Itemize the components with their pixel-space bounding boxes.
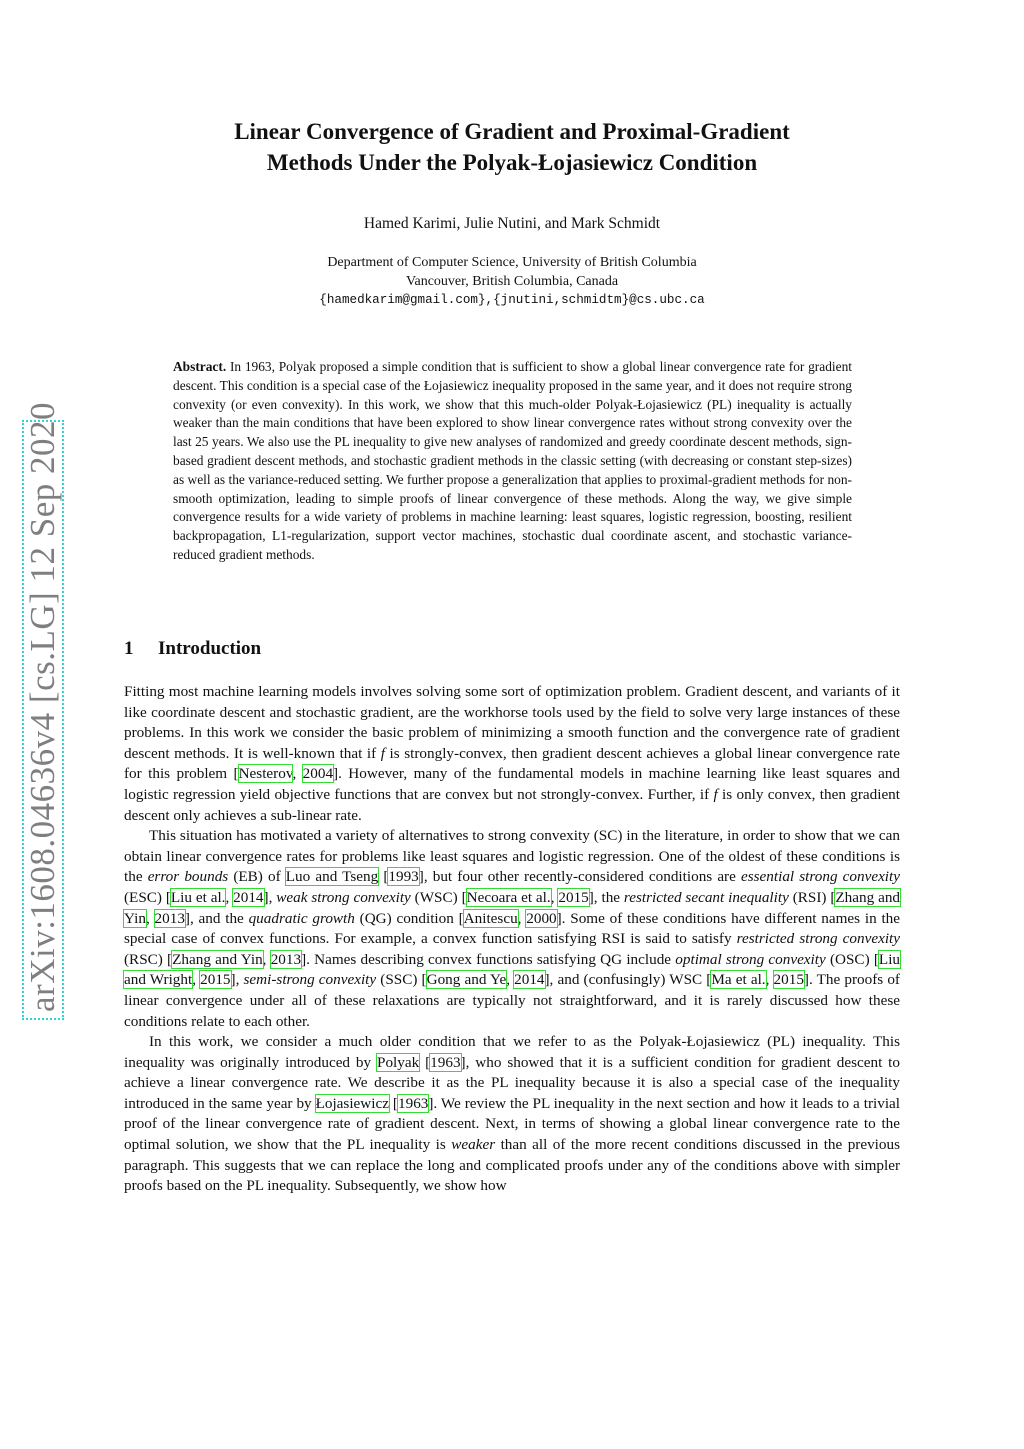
text: ], who showed that it is a sufficient condition for gradient descent to achieve a linear convergence rate. We describe it as the PL inequality because it is also a special case of the inequality introduced in the same year by (124, 1053, 900, 1112)
citation-link[interactable]: Necoara et al. (466, 888, 551, 906)
text: (OSC) [ (825, 950, 879, 968)
affiliation-line-1: Department of Computer Science, University of British Columbia (327, 255, 697, 270)
citation-link[interactable]: Liu and Wright (124, 950, 901, 989)
introduction-body (124, 682, 900, 1197)
text: , (192, 971, 201, 989)
text: (RSC) [ (124, 950, 173, 968)
emphasis: essential strong convexity (741, 868, 900, 886)
citation-link[interactable]: Luo and Tseng (285, 868, 379, 886)
citation-link[interactable]: Gong and Ye (426, 971, 507, 989)
citation-link[interactable]: 1963 (398, 1094, 429, 1112)
emphasis: error bounds (147, 868, 229, 886)
author-emails: {hamedkarim@gmail.com},{jnutini,schmidtm}@cs.ubc.ca (319, 293, 705, 307)
text: (SSC) [ (376, 971, 427, 989)
section-number: 1 (124, 638, 134, 659)
paragraph-3 (124, 1032, 900, 1197)
abstract-label: Abstract. (173, 359, 227, 374)
affiliation (120, 253, 904, 310)
citation-link[interactable]: Łojasiewicz (315, 1094, 389, 1112)
title-line-2: Methods Under the Polyak-Łojasiewicz Condition (266, 150, 758, 175)
citation-link[interactable]: Zhang and Yin (124, 888, 901, 927)
math-f: f (380, 744, 385, 762)
arxiv-stamp: arXiv:1608.04636v4 [cs.LG] 12 Sep 2020 (22, 420, 64, 1020)
text: ], the (588, 888, 624, 906)
text: (EB) of (228, 868, 286, 886)
text: This situation has motivated a variety of alternatives to strong convexity (SC) in the literature, in order to show that we can obtain linear convergence rates for problems like least squares and logistic regression. One of the oldest of these conditions is the (124, 827, 900, 886)
citation-link[interactable]: Nesterov (238, 765, 293, 783)
text: (QG) condition [ (354, 909, 464, 927)
text: [ (388, 1094, 398, 1112)
citation-link[interactable]: Liu et al. (170, 888, 226, 906)
math-f: f (713, 785, 718, 803)
abstract (173, 358, 852, 565)
emphasis: weak strong convexity (276, 888, 411, 906)
citation-link[interactable]: 2013 (270, 950, 302, 968)
text: , (292, 765, 303, 783)
citation-link[interactable]: Anitescu (463, 909, 518, 927)
citation-link[interactable]: 2014 (233, 888, 264, 906)
text: , (506, 971, 515, 989)
text: (ESC) [ (124, 888, 171, 906)
text: , (262, 950, 271, 968)
text: [ (419, 1053, 431, 1071)
emphasis: optimal strong convexity (675, 950, 826, 968)
citation-link[interactable]: 2004 (302, 765, 334, 783)
emphasis: weaker (451, 1136, 496, 1154)
citation-link[interactable]: 1963 (430, 1053, 461, 1071)
text: , (765, 971, 774, 989)
text: , (517, 909, 527, 927)
emphasis: restricted secant inequality (623, 888, 789, 906)
citation-link[interactable]: 2015 (200, 971, 231, 989)
text: , (225, 888, 234, 906)
text: ], and (confusingly) WSC [ (544, 971, 712, 989)
text: ], but four other recently-considered conditions are (418, 868, 741, 886)
authors: Hamed Karimi, Julie Nutini, and Mark Schmidt (363, 215, 661, 232)
text: ]. Names describing convex functions satisfying QG include (301, 950, 676, 968)
text: is strongly-convex, then gradient descent achieves a global linear convergence rate for this problem [ (124, 744, 901, 783)
citation-link[interactable]: 2015 (558, 888, 589, 906)
title-line-1: Linear Convergence of Gradient and Proximal-Gradient (234, 119, 790, 144)
citation-link[interactable]: 2015 (773, 971, 804, 989)
citation-link[interactable]: 2000 (526, 909, 557, 927)
text: , (550, 888, 559, 906)
text: Fitting most machine learning models involves solving some sort of optimization problem. Gradient descent, and variants of it like coordinate descent and stochastic gradient, are the workhorse tools used by the field to solve very large instances of these problems. In this work we consider the basic problem of minimizing a smooth function and the convergence rate of gradient descent methods. It is well-known that if (124, 683, 900, 762)
text: ]. The proofs of linear convergence under all of these relaxations are typically not straightforward, and it is rarely discussed how these conditions relate to each other. (124, 971, 900, 1030)
text: , (145, 909, 155, 927)
text: ]. We review the PL inequality in the next section and how it leads to a trivial proof of the linear convergence rate of gradient descent. Next, in terms of showing a global linear convergence rate to the optimal solution, we show that the PL inequality is (124, 1094, 901, 1154)
text: In this work, we consider a much older condition that we refer to as the Polyak-Łojasiewicz (PL) inequality. This inequality was originally introduced by (124, 1033, 900, 1071)
abstract-text: In 1963, Polyak proposed a simple condition that is sufficient to show a global linear convergence rate for gradient descent. This condition is a special case of the Łojasiewicz inequality proposed in the same year, and it does not require strong convexity (or even convexity). In this work, we show that this much-older Polyak-Łojasiewicz (PL) inequality is actually weaker than the main conditions that have been explored to show linear convergence rates without strong convexity over the last 25 years. We also use the PL inequality to give new analyses of randomized and greedy coordinate descent methods, sign-based gradient descent methods, and stochastic gradient methods in the classic setting (with decreasing or constant step-sizes) as well as the variance-reduced setting. We further propose a generalization that applies to proximal-gradient methods for non-smooth optimization, leading to simple proofs of linear convergence of these methods. Along the way, we give simple convergence results for a wide variety of problems in machine learning: least squares, logistic regression, boosting, resilient backpropagation, L1-regularization, support vector machines, stochastic dual coordinate ascent, and stochastic variance-reduced gradient methods. (173, 359, 852, 562)
affiliation-line-2: Vancouver, British Columbia, Canada (405, 274, 619, 289)
citation-link[interactable]: Polyak (377, 1053, 420, 1071)
section-heading-introduction (124, 638, 261, 660)
paragraph-2 (124, 826, 900, 1032)
paper-title (120, 116, 904, 178)
text: than all of the more recent conditions discussed in the previous paragraph. This suggests that we can replace the long and complicated proofs under any of the conditions above with simpler proofs based on the PL inequality. Subsequently, we show how (124, 1136, 900, 1195)
text: is only convex, then gradient descent only achieves a sub-linear rate. (124, 785, 900, 824)
emphasis: semi-strong convexity (243, 971, 377, 989)
paragraph-1 (124, 682, 900, 826)
citation-link[interactable]: Zhang and Yin (172, 950, 263, 968)
emphasis: quadratic growth (248, 909, 355, 927)
citation-link[interactable]: 2013 (154, 909, 185, 927)
text: ], and the (184, 909, 249, 927)
citation-link[interactable]: 2014 (514, 971, 545, 989)
text: ]. Some of these conditions have different names in the special case of convex functions. For example, a convex function satisfying RSI is said to satisfy (124, 909, 900, 948)
text: ]. However, many of the fundamental models in machine learning like least squares and logistic regression yield objective functions that are convex but not strongly-convex. Further, if (124, 765, 901, 803)
text: ], (263, 888, 277, 906)
citation-link[interactable]: Ma et al. (711, 971, 766, 989)
text: (RSI) [ (788, 888, 836, 906)
text: [ (378, 868, 389, 886)
emphasis: restricted strong convexity (736, 930, 901, 948)
section-title: Introduction (158, 638, 262, 659)
text: ], (230, 971, 244, 989)
text: (WSC) [ (410, 888, 467, 906)
citation-link[interactable]: 1993 (388, 868, 419, 886)
